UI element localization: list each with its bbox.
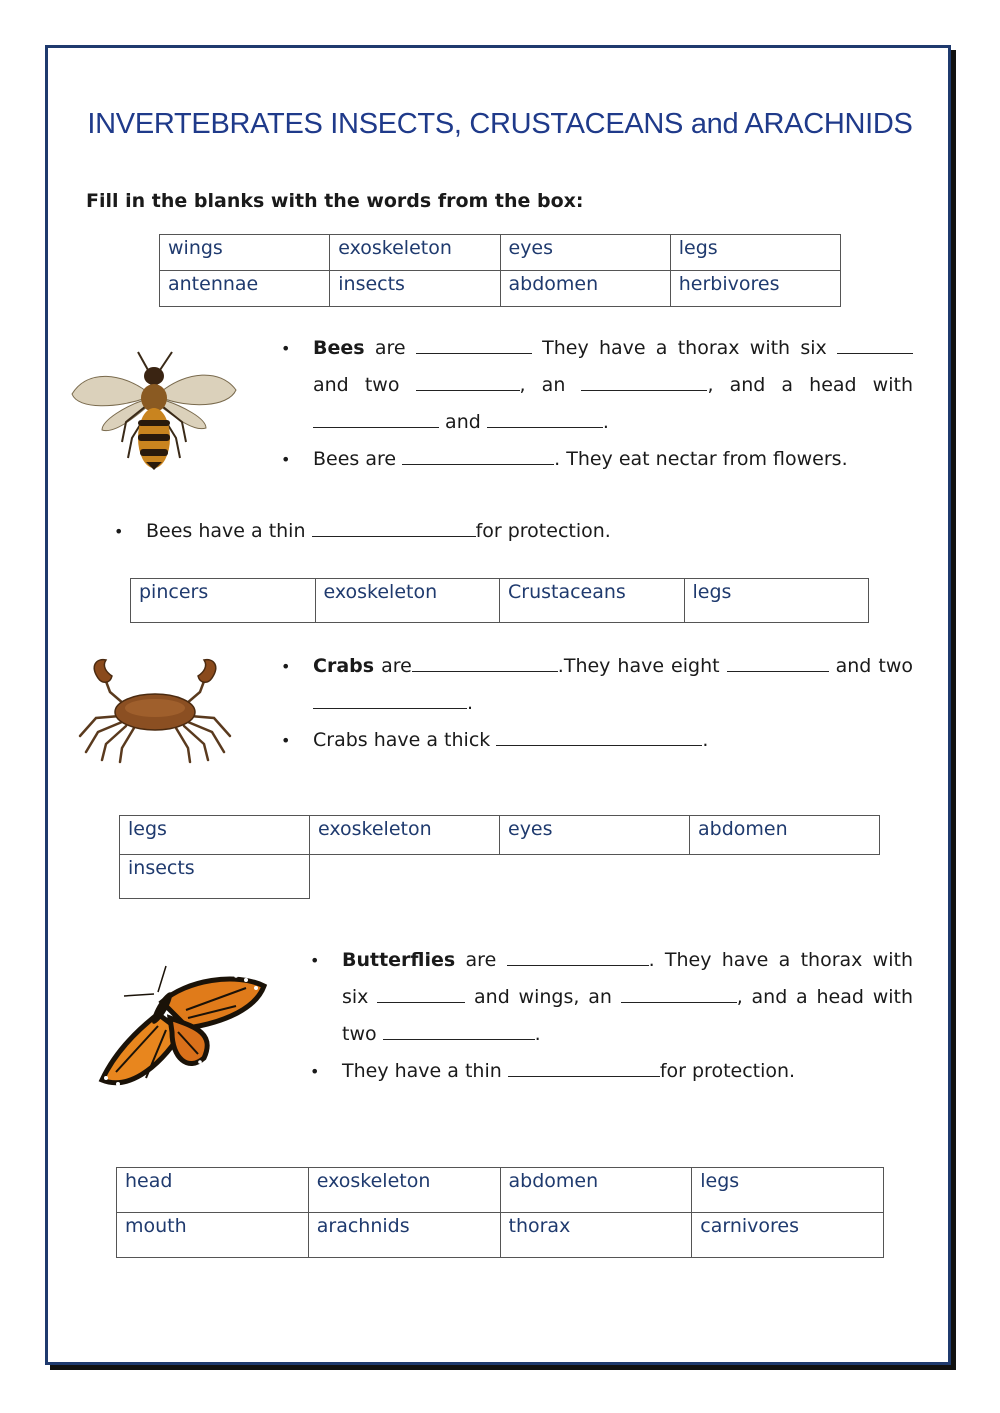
word-cell: legs [120,816,310,855]
text-fragment: and [445,411,481,433]
word-cell: head [117,1168,309,1213]
text-fragment: . [602,411,609,433]
word-cell: wings [160,235,330,271]
bees-sentence-3 [114,513,814,550]
word-cell: legs [684,579,869,623]
butterflies-bullet-list [310,942,913,1090]
word-cell: legs [692,1168,884,1213]
text-fragment: and two [313,374,400,396]
blank-line[interactable] [508,1058,660,1077]
word-cell: thorax [500,1213,692,1258]
blank-line[interactable] [416,372,520,391]
crabs-sentence-1 [281,648,913,722]
word-cell: abdomen [500,271,670,307]
text-fragment: are [381,655,412,677]
word-cell: Crustaceans [500,579,685,623]
text-fragment: . [702,729,709,751]
word-cell: insects [120,855,310,899]
blank-line[interactable] [402,446,554,465]
blank-line[interactable] [621,984,737,1003]
blank-line[interactable] [581,372,707,391]
blank-line[interactable] [383,1021,535,1040]
bees-bullet-list [281,330,913,478]
word-cell: pincers [131,579,316,623]
text-fragment: for protection. [659,1060,796,1082]
blank-line[interactable] [507,947,649,966]
butterflies-sentence-1 [310,942,913,1053]
word-cell: exoskeleton [330,235,500,271]
text-fragment: are [374,337,406,359]
text-fragment: They have a thin [342,1060,502,1082]
empty-cell [690,855,880,899]
text-fragment: Bees are [313,448,397,470]
word-cell: abdomen [500,1168,692,1213]
butterfly-image [96,962,268,1094]
word-box-4 [116,1167,884,1258]
blank-line[interactable] [313,690,467,709]
blank-line[interactable] [496,727,702,746]
text-fragment: are [465,949,497,971]
crab-image [76,656,234,764]
blank-line[interactable] [837,335,913,354]
blank-line[interactable] [727,653,829,672]
text-fragment: , and a head [736,986,864,1008]
text-fragment: and wings, an [474,986,612,1008]
text-fragment: . [467,692,474,714]
word-cell: exoskeleton [308,1168,500,1213]
word-cell: herbivores [670,271,840,307]
word-box-1 [159,234,841,307]
bee-image [68,346,240,474]
butterflies-sentence-2 [310,1053,913,1090]
word-cell: abdomen [690,816,880,855]
worksheet-title: INVERTEBRATES INSECTS, CRUSTACEANS and ARACHNIDS [87,108,913,140]
text-fragment: They have a thorax with six [542,337,827,359]
text-fragment: . They eat nectar from flowers. [554,448,848,470]
word-cell: carnivores [692,1213,884,1258]
crabs-bullet-list [281,648,913,759]
blank-line[interactable] [312,518,476,537]
text-fragment: .They have eight [557,655,720,677]
crabs-bold-word: Crabs [313,655,375,677]
text-fragment: with two [342,986,914,1045]
word-cell: mouth [117,1213,309,1258]
word-box-2 [130,578,869,623]
blank-line[interactable] [377,984,465,1003]
text-fragment: , an [519,374,566,396]
bees-sentence-2 [281,441,913,478]
word-cell: insects [330,271,500,307]
text-fragment: and [835,655,872,677]
text-fragment: Crabs have a thick [313,729,491,751]
text-fragment: Bees have a thin [146,520,306,542]
word-cell: exoskeleton [310,816,500,855]
word-box-3 [119,815,880,899]
blank-line[interactable] [313,409,439,428]
crabs-sentence-2 [281,722,913,759]
blank-line[interactable] [416,335,532,354]
text-fragment: for protection. [475,520,611,542]
bees-bold-word: Bees [313,337,365,359]
word-cell: legs [670,235,840,271]
bees-sentence-1 [281,330,913,441]
word-cell: arachnids [308,1213,500,1258]
word-cell: exoskeleton [315,579,500,623]
instruction-text: Fill in the blanks with the words from the box: [86,190,584,212]
text-fragment: . They have a thorax with [648,949,913,971]
word-cell: antennae [160,271,330,307]
empty-cell [500,855,690,899]
word-cell: eyes [500,235,670,271]
word-cell: eyes [500,816,690,855]
text-fragment: two [878,655,913,677]
blank-line[interactable] [412,653,558,672]
text-fragment: , and a head with [707,374,913,396]
text-fragment: . [534,1023,541,1045]
blank-line[interactable] [487,409,603,428]
text-fragment: six [342,986,369,1008]
empty-cell [310,855,500,899]
butterflies-bold-word: Butterflies [342,949,456,971]
bees-bullet-list-2 [114,513,814,550]
